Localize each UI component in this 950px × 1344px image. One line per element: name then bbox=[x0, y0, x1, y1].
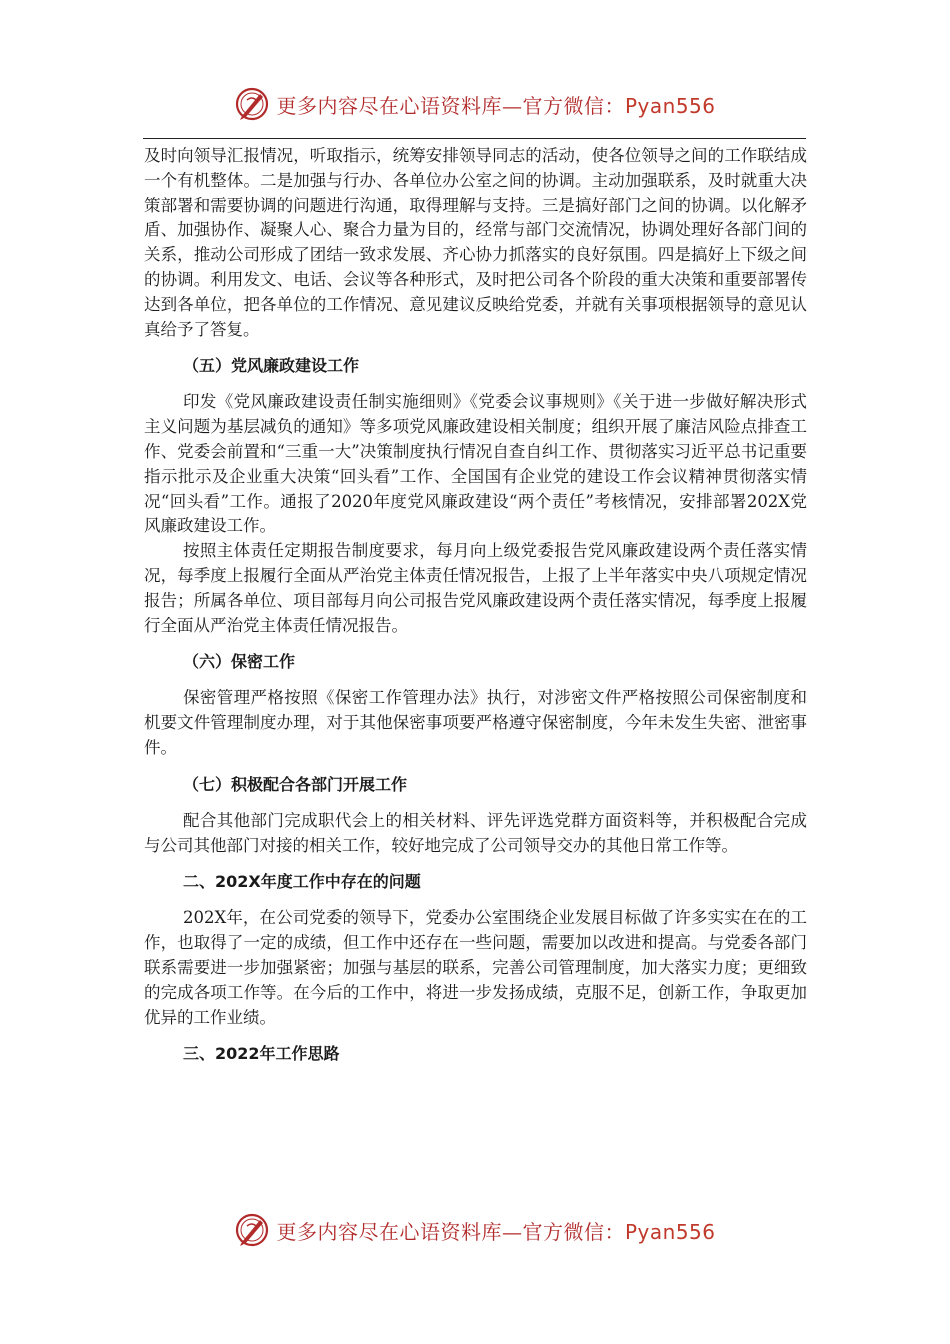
heading-problems: 二、202X年度工作中存在的问题 bbox=[183, 872, 421, 892]
paragraph-confidentiality: 保密管理严格按照《保密工作管理办法》执行，对涉密文件严格按照公司保密制度和机要文件管理制度办理，对于其他保密事项要严格遵守保密制度，今年未发生失密、泄密事件。 bbox=[144, 688, 807, 757]
header-banner bbox=[0, 84, 950, 124]
paragraph-coordination: 及时向领导汇报情况，听取指示，统筹安排领导同志的活动，使各位领导之间的工作联结成一个有机整体。二是加强与行办、各单位办公室之间的协调。主动加强联系，及时就重大决策部署和需要协调的问题进行沟通，取得理解与支持。三是搞好部门之间的协调。以化解矛盾、加强协作、凝聚人心、聚合力量为目的，经常与部门交流情况，协调处理好各部门间的关系，推动公司形成了团结一致求发展、齐心协力抓落实的良好氛围。四是搞好上下级之间的协调。利用发文、电话、会议等各种形式，及时把公司各个阶段的重大决策和重要部署传达到各单位，把各单位的工作情况、意见建议反映给党委，并就有关事项根据领导的意见认真给予了答复。 bbox=[144, 146, 807, 339]
header-divider bbox=[143, 138, 806, 139]
paragraph-problems: 202X年，在公司党委的领导下，党委办公室围绕企业发展目标做了许多实实在在的工作，也取得了一定的成绩，但工作中还存在一些问题，需要加以改进和提高。与党委各部门联系需要进一步加强紧密；加强与基层的联系，完善公司管理制度，加大落实力度；更细致的完成各项工作等。在今后的工作中，将进一步发扬成绩，克服不足，创新工作，争取更加优异的工作业绩。 bbox=[144, 908, 807, 1027]
paragraph-party-conduct-2: 按照主体责任定期报告制度要求，每月向上级党委报告党风廉政建设两个责任落实情况，每季度上报履行全面从严治党主体责任情况报告，上报了上半年落实中央八项规定情况报告；所属各单位、项目部每月向公司报告党风廉政建设两个责任落实情况，每季度上报履行全面从严治党主体责任情况报告。 bbox=[144, 541, 807, 635]
wechat-id: Pyan556 bbox=[624, 93, 716, 118]
paragraph-party-conduct-1: 印发《党风廉政建设责任制实施细则》《党委会议事规则》《关于进一步做好解决形式主义问题为基层减负的通知》等多项党风廉政建设相关制度；组织开展了廉洁风险点排查工作、党委会前置和“三重一大”决策制度执行情况自查自纠工作、贯彻落实习近平总书记重要指示批示及企业重大决策“回头看”工作、全国国有企业党的建设工作会议精神贯彻落实情况“回头看”工作。通报了2020年度党风廉政建设“两个责任”考核情况，安排部署202X党风廉政建设工作。 bbox=[144, 392, 807, 536]
footer-banner bbox=[0, 1210, 950, 1250]
document-body bbox=[144, 144, 807, 1066]
heading-section-7: （七）积极配合各部门开展工作 bbox=[183, 774, 408, 794]
paragraph-cooperation: 配合其他部门完成职代会上的相关材料、评先评选党群方面资料等，并积极配合完成与公司其他部门对接的相关工作，较好地完成了公司领导交办的其他日常工作等。 bbox=[144, 810, 807, 855]
heading-work-plan: 三、2022年工作思路 bbox=[183, 1044, 340, 1064]
pen-logo-icon bbox=[234, 86, 270, 122]
banner-text: 更多内容尽在心语资料库—官方微信：Pyan556 bbox=[276, 93, 716, 118]
banner-text: 更多内容尽在心语资料库—官方微信：Pyan556 bbox=[276, 1219, 716, 1244]
heading-section-6: （六）保密工作 bbox=[183, 652, 296, 672]
pen-logo-icon bbox=[234, 1212, 270, 1248]
heading-section-5: （五）党风廉政建设工作 bbox=[183, 356, 360, 376]
wechat-id: Pyan556 bbox=[624, 1219, 716, 1244]
